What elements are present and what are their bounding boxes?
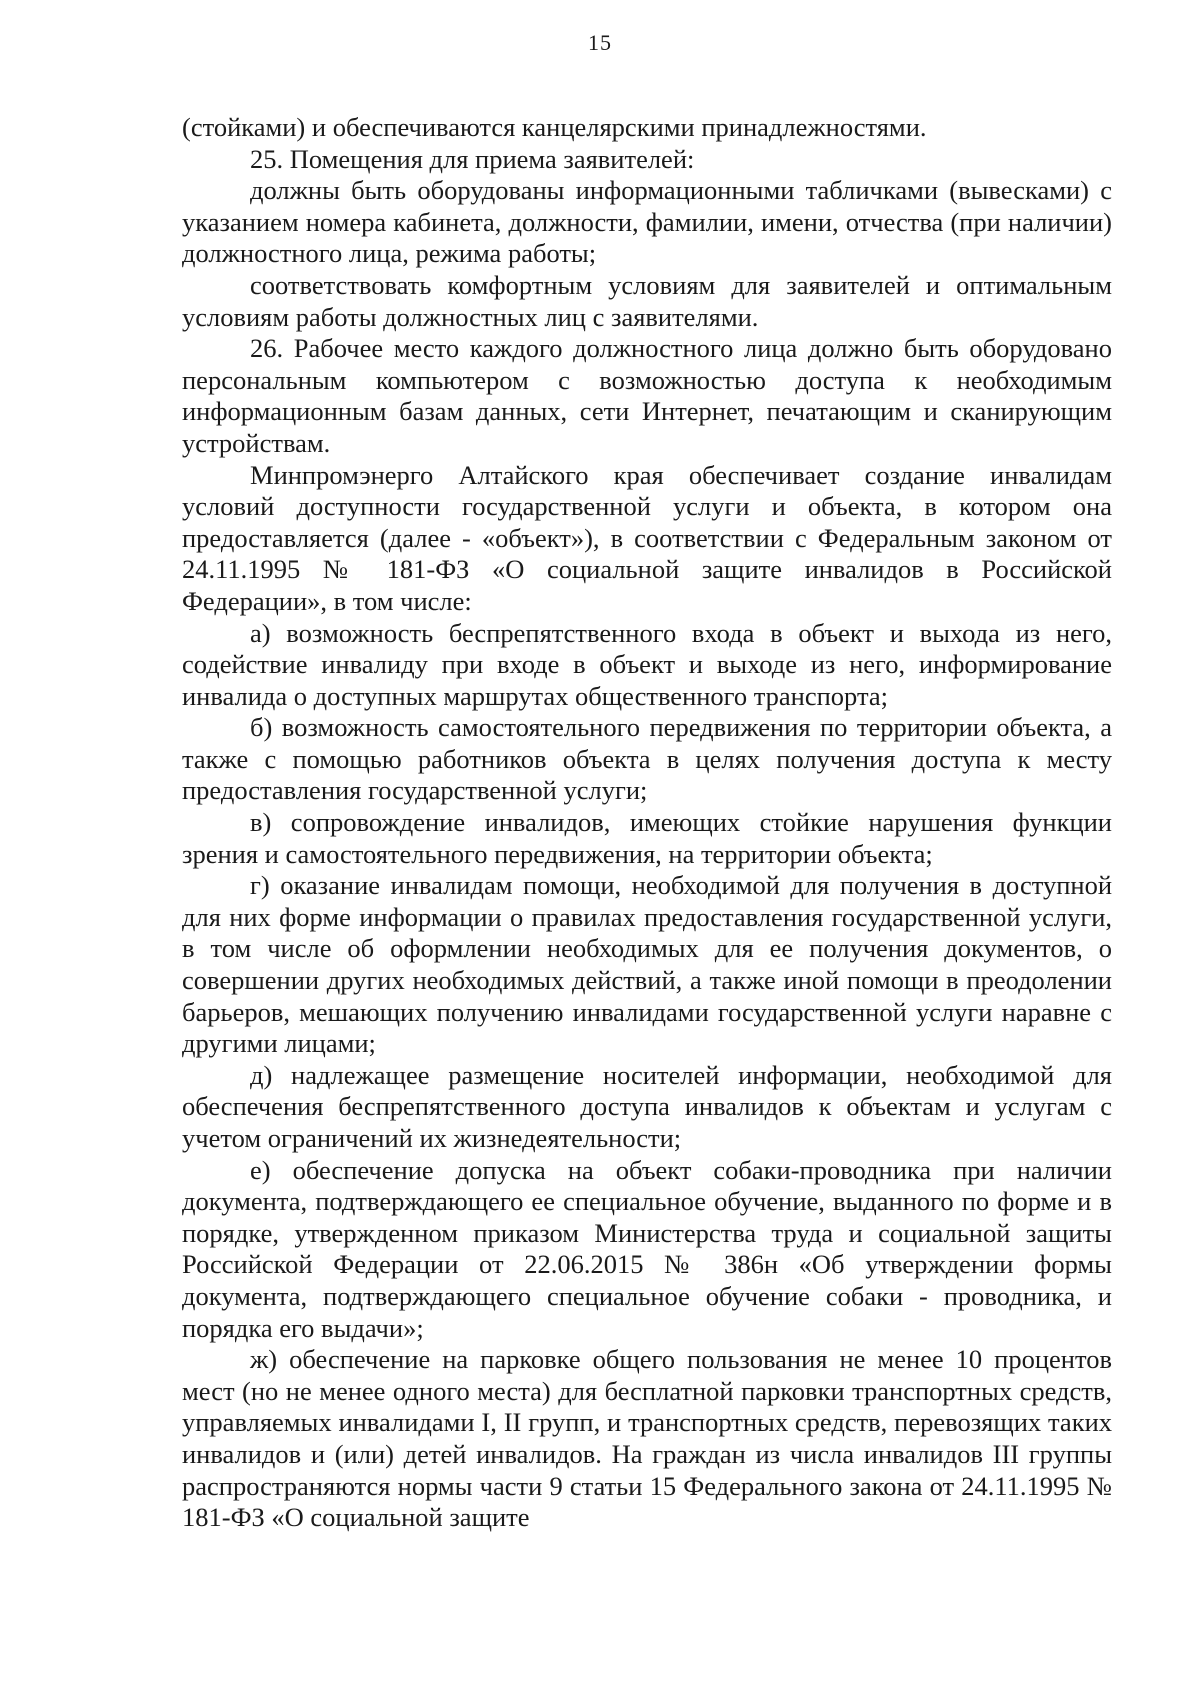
paragraph-item-26: 26. Рабочее место каждого должностного лица должно быть оборудовано персональным компьютером с возможностью доступа к необходимым информационным базам данных, сети Интернет, печатающим и сканирующим устройствам. [182, 333, 1112, 458]
paragraph-subitem-e: е) обеспечение допуска на объект собаки-проводника при наличии документа, подтверждающего ее специальное обучение, выданного по форме и в порядке, утвержденном приказом Министерства труда и социальной защиты Российской Федерации от 22.06.2015 № 386н «Об утверждении формы документа, подтверждающего специальное обучение собаки - проводника, и порядка его выдачи»; [182, 1154, 1112, 1343]
paragraph-continuation: (стойками) и обеспечиваются канцелярскими принадлежностями. [182, 112, 927, 142]
paragraph-subitem-d: д) надлежащее размещение носителей информации, необходимой для обеспечения беспрепятственного доступа инвалидов к объектам и услугам с учетом ограничений их жизнедеятельности; [182, 1059, 1112, 1153]
paragraph-subitem-zh: ж) обеспечение на парковке общего пользования не менее 10 процентов мест (но не менее одного места) для бесплатной парковки транспортных средств, управляемых инвалидами I, II групп, и транспортных средств, перевозящих таких инвалидов и (или) детей инвалидов. На граждан из числа инвалидов III группы распространяются нормы части 9 статьи 15 Федерального закона от 24.11.1995 № 181-ФЗ «О социальной защите [182, 1344, 1112, 1533]
paragraph-subitem-g: г) оказание инвалидам помощи, необходимой для получения в доступной для них форме информации о правилах предоставления государственной услуги, в том числе об оформлении необходимых для ее получения документов, о совершении других необходимых действий, а также иной помощи в преодолении барьеров, мешающих получению инвалидами государственной услуги наравне с другими лицами; [182, 870, 1112, 1059]
paragraph-subitem-a: а) возможность беспрепятственного входа в объект и выхода из него, содействие инвалиду при входе в объект и выходе из него, информирование инвалида о доступных маршрутах общественного транспорта; [182, 617, 1112, 711]
paragraph-item-25: 25. Помещения для приема заявителей: [250, 143, 695, 174]
paragraph-subitem-v: в) сопровождение инвалидов, имеющих стойкие нарушения функции зрения и самостоятельного передвижения, на территории объекта; [182, 807, 1112, 869]
paragraph-subitem-b: б) возможность самостоятельного передвижения по территории объекта, а также с помощью работников объекта в целях получения доступа к месту предоставления государственной услуги; [182, 712, 1112, 806]
paragraph-accessibility-intro: Минпромэнерго Алтайского края обеспечивает создание инвалидам условий доступности государственной услуги и объекта, в котором она предоставляется (далее - «объект»), в соответствии с Федеральным законом от 24.11.1995 № 181-ФЗ «О социальной защите инвалидов в Российской Федерации», в том числе: [182, 459, 1112, 616]
document-body [182, 112, 1112, 1534]
paragraph-signage-requirement: должны быть оборудованы информационными табличками (вывесками) с указанием номера кабинета, должности, фамилии, имени, отчества (при наличии) должностного лица, режима работы; [182, 175, 1112, 269]
paragraph-comfort-requirement: соответствовать комфортным условиям для заявителей и оптимальным условиям работы должностных лиц с заявителями. [182, 269, 1112, 332]
page-number: 15 [588, 30, 612, 55]
